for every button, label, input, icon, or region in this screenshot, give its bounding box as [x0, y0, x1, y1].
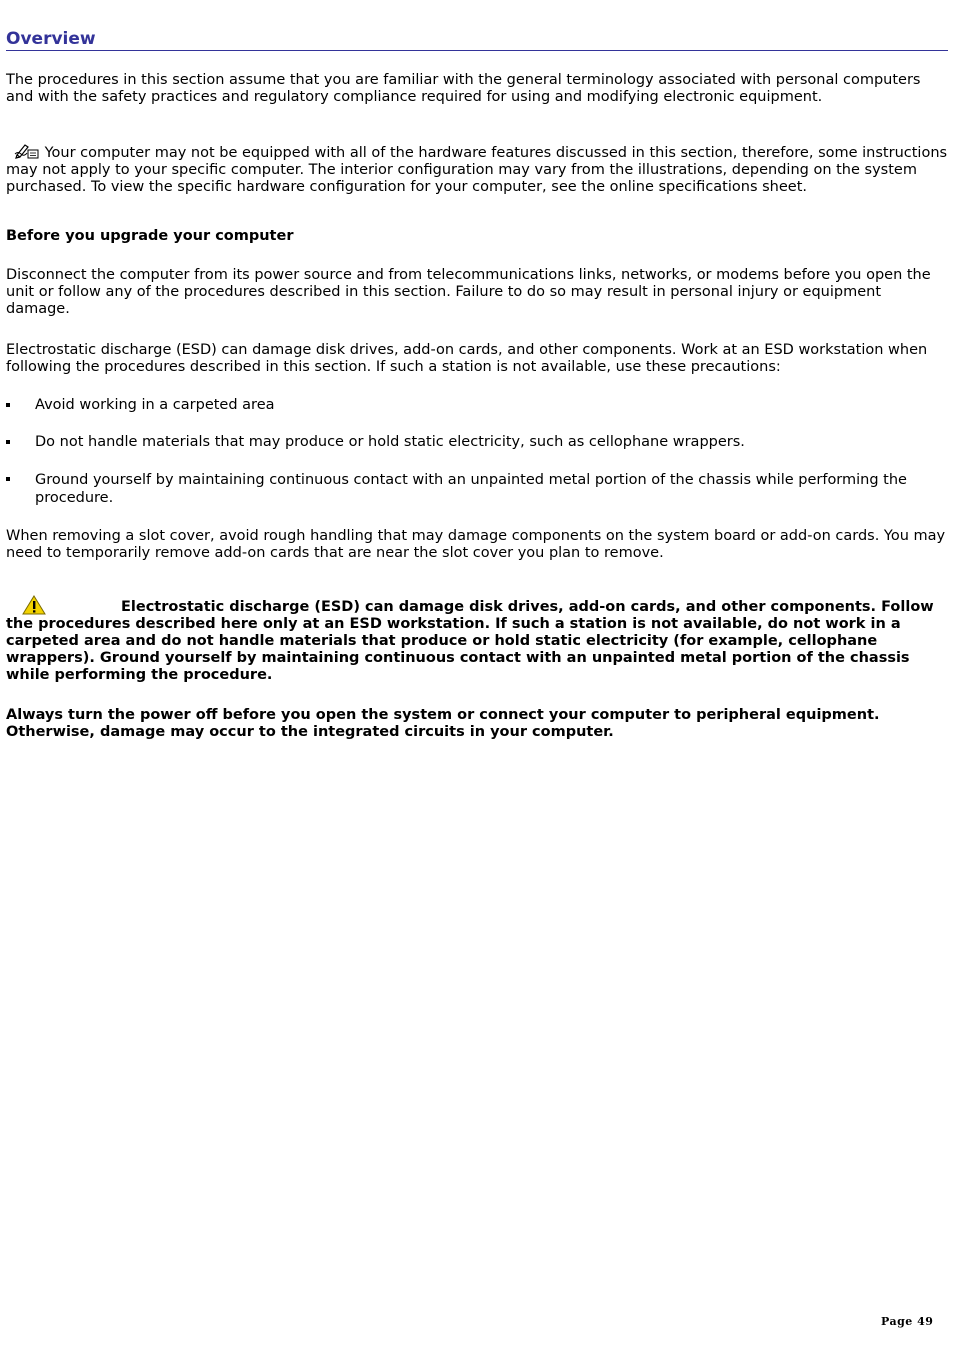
paragraph-esd: Electrostatic discharge (ESD) can damage disk drives, add-on cards, and other components. Work at an ESD workstation when following the procedures described in this section. If such a station is not available, use these precautions:: [6, 342, 928, 375]
pen-note-icon: [14, 141, 40, 159]
page-title: Overview: [6, 29, 948, 51]
bullet-icon: [6, 477, 10, 481]
page-number: Page 49: [881, 1315, 934, 1328]
note-paragraph: [6, 141, 948, 196]
bullet-icon: [6, 440, 10, 444]
bullet-icon: [6, 403, 10, 407]
note-text: Your computer may not be equipped with all of the hardware features discussed in this section, therefore, some instructions may not apply to your specific computer. The interior configuration may vary from the illustrations, depending on the system purchased. To view the specific hardware configuration for your computer, see the online specifications sheet.: [6, 145, 948, 195]
paragraph-disconnect: Disconnect the computer from its power source and from telecommunications links, networks, or modems before you open the unit or follow any of the procedures described in this section. Failure to do so may result in personal injury or equipment damage.: [6, 267, 931, 317]
warning-text: Electrostatic discharge (ESD) can damage disk drives, add-on cards, and other components. Follow the procedures described here only at an ESD workstation. If such a station is not available, do not work in a carpeted area and do not handle materials that produce or hold static electricity (for example, cellophane wrappers). Ground yourself by maintaining continuous contact with an unpainted metal portion of the chassis while performing the procedure.: [6, 599, 934, 683]
subheading: Before you upgrade your computer: [6, 228, 294, 244]
paragraph-slot-cover: When removing a slot cover, avoid rough handling that may damage components on the system board or add-on cards. You may need to temporarily remove add-on cards that are near the slot cover you plan to remove.: [6, 528, 946, 561]
warning-power: Always turn the power off before you open the system or connect your computer to peripheral equipment. Otherwise, damage may occur to the integrated circuits in your computer.: [6, 707, 880, 740]
intro-paragraph: The procedures in this section assume that you are familiar with the general terminology associated with personal computers and with the safety practices and regulatory compliance required for using and modifying electronic equipment.: [6, 72, 921, 105]
